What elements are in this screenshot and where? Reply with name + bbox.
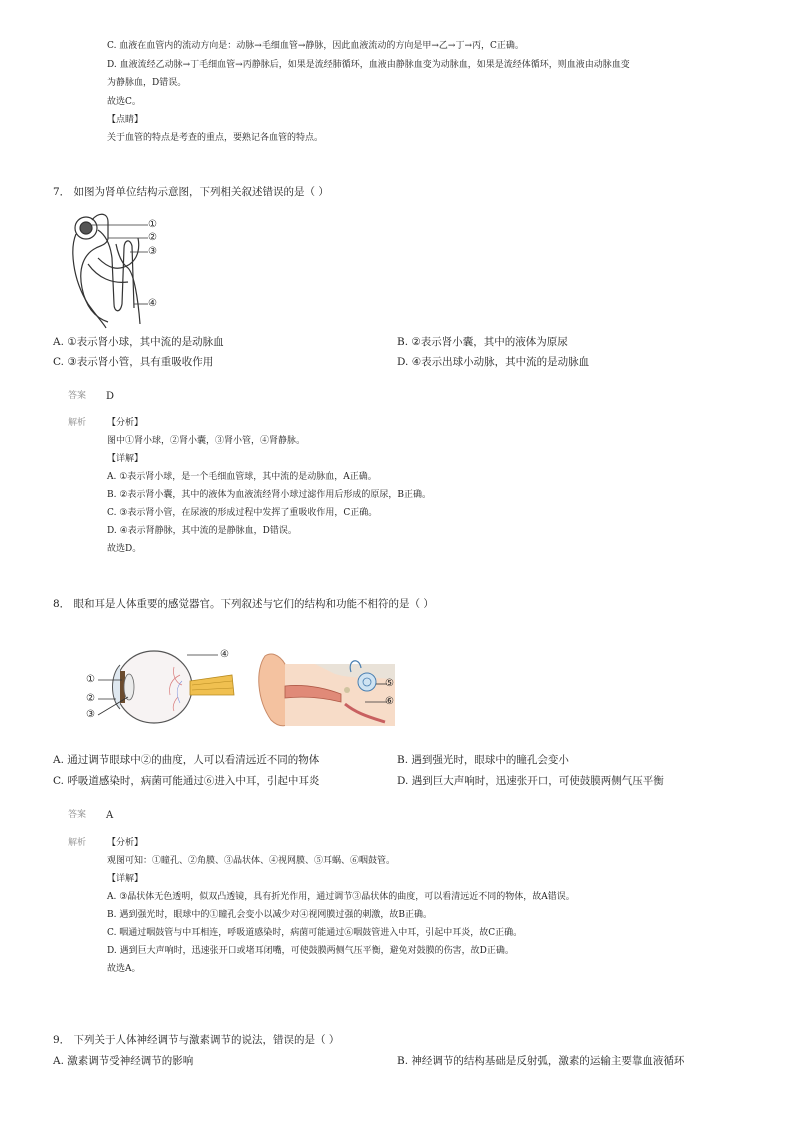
tip-tag: 【点睛】 (107, 115, 144, 125)
q7-analysis-label: 解析 (68, 418, 87, 428)
analysis-line-c: C. 血液在血管内的流动方向是：动脉→毛细血管→静脉，因此血液流动的方向是甲→乙→丁→丙，C正确。 (107, 41, 524, 51)
q7-option-b[interactable]: B. ②表示肾小囊，其中的液体为原尿 (397, 336, 568, 348)
q7-analysis-line: D. ④表示肾静脉，其中流的是静脉血，D错误。 (107, 526, 297, 536)
ear-label-5: ⑤ (385, 678, 394, 689)
analysis-conclusion: 故选C。 (107, 97, 141, 107)
q8-analysis-line: C. 咽通过咽鼓管与中耳相连，呼吸道感染时，病菌可能通过⑥咽鼓管进入中耳，引起中耳炎，故C正确。 (107, 928, 523, 938)
kidney-nephron-figure (68, 208, 178, 330)
q9-option-b[interactable]: B. 神经调节的结构基础是反射弧，激素的运输主要靠血液循环 (397, 1055, 685, 1067)
q8-analysis-line: B. 遇到强光时，眼球中的①瞳孔会变小以减少对④视网膜过强的刺激，故B正确。 (107, 910, 432, 920)
eye-label-1: ① (86, 674, 95, 685)
q8-analysis-line: A. ③晶状体无色透明，似双凸透镜，具有折光作用，通过调节③晶状体的曲度，可以看清远近不同的物体，故A错误。 (107, 892, 575, 902)
q8-analysis-line: 观图可知：①瞳孔、②角膜、③晶状体、④视网膜、⑤耳蜗、⑥咽鼓管。 (107, 856, 396, 866)
q7-analysis-line: A. ①表示肾小球，是一个毛细血管球，其中流的是动脉血，A正确。 (107, 472, 377, 482)
q9-stem: 9． 下列关于人体神经调节与激素调节的说法，错误的是（ ） (53, 1034, 340, 1046)
q8-option-d[interactable]: D. 遇到巨大声响时，迅速张开口，可使鼓膜两侧气压平衡 (397, 775, 664, 787)
tip-text: 关于血管的特点是考查的重点，要熟记各血管的特点。 (107, 133, 324, 143)
q7-analysis-line: B. ②表示肾小囊，其中的液体为血液流经肾小球过滤作用后形成的原尿，B正确。 (107, 490, 432, 500)
analysis-line-d2: 为静脉血，D错误。 (107, 78, 187, 88)
kidney-label-1: ① (148, 219, 157, 230)
eye-label-2: ② (86, 693, 95, 704)
q8-answer-label: 答案 (68, 810, 87, 820)
q8-analysis-line: 【分析】 (107, 838, 144, 848)
ear-label-6: ⑥ (385, 696, 394, 707)
kidney-label-4: ④ (148, 298, 157, 309)
q8-analysis-line: 【详解】 (107, 874, 144, 884)
q8-option-b[interactable]: B. 遇到强光时，眼球中的瞳孔会变小 (397, 754, 569, 766)
q8-option-a[interactable]: A. 通过调节眼球中②的曲度，人可以看清远近不同的物体 (53, 754, 320, 766)
q8-stem: 8． 眼和耳是人体重要的感觉器官。下列叙述与它们的结构和功能不相符的是（ ） (53, 598, 434, 610)
eye-label-4: ④ (220, 649, 229, 660)
q8-analysis-line: 故选A。 (107, 964, 141, 974)
q7-analysis-line: 【分析】 (107, 418, 144, 428)
kidney-label-2: ② (148, 232, 157, 243)
q8-analysis-line: D. 遇到巨大声响时，迅速张开口或堵耳闭嘴，可使鼓膜两侧气压平衡，避免对鼓膜的伤害，故D正确。 (107, 946, 514, 956)
q7-analysis-line: 【详解】 (107, 454, 144, 464)
q7-option-d[interactable]: D. ④表示出球小动脉，其中流的是动脉血 (397, 356, 590, 368)
q7-option-a[interactable]: A. ①表示肾小球，其中流的是动脉血 (53, 336, 224, 348)
eye-label-3: ③ (86, 709, 95, 720)
q8-option-c[interactable]: C. 呼吸道感染时，病菌可能通过⑥进入中耳，引起中耳炎 (53, 775, 320, 787)
q7-stem: 7． 如图为肾单位结构示意图，下列相关叙述错误的是（ ） (53, 186, 329, 198)
q7-answer: D (106, 391, 115, 402)
analysis-line-d1: D. 血液流经乙动脉→丁毛细血管→丙静脉后，如果是流经肺循环，血液由静脉血变为动脉血，如果是流经体循环，则血液由动脉血变 (107, 60, 630, 70)
q7-analysis-line: 故选D。 (107, 544, 142, 554)
eye-figure (82, 645, 242, 730)
q7-analysis-line: 图中①肾小球，②肾小囊，③肾小管，④肾静脉。 (107, 436, 306, 446)
q7-option-c[interactable]: C. ③表示肾小管，具有重吸收作用 (53, 356, 214, 368)
q8-answer: A (106, 810, 114, 821)
q9-option-a[interactable]: A. 激素调节受神经调节的影响 (53, 1055, 194, 1067)
q7-analysis-line: C. ③表示肾小管，在尿液的形成过程中发挥了重吸收作用，C正确。 (107, 508, 378, 518)
q7-answer-label: 答案 (68, 391, 87, 401)
kidney-label-3: ③ (148, 246, 157, 257)
ear-figure (255, 650, 405, 730)
q8-analysis-label: 解析 (68, 838, 87, 848)
